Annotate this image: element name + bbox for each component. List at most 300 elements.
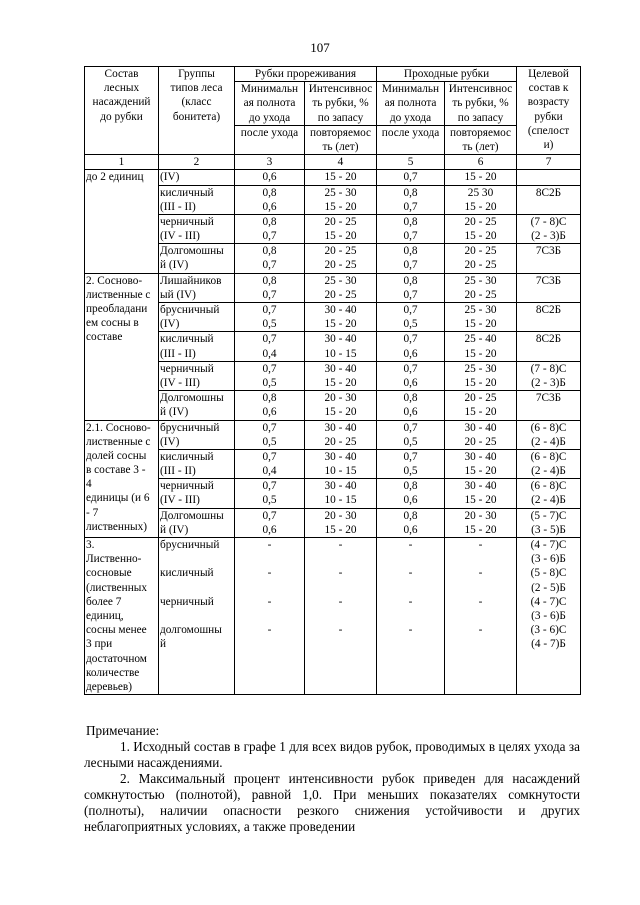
intensity-cell-text: 30 - 40 — [464, 480, 497, 493]
target-composition-cell — [517, 244, 581, 273]
intensity-cell — [305, 303, 377, 332]
intensity-cell-text: 15 - 20 — [464, 318, 497, 331]
table-row — [85, 538, 581, 695]
dash-cell-text — [306, 680, 375, 694]
dash-cell-text — [236, 680, 303, 694]
target-composition-cell-text: (4 - 7)С — [530, 595, 567, 608]
header-min-density-text: ая полнота — [384, 97, 437, 110]
min-density-cell-text: 0,7 — [403, 450, 418, 463]
target-composition-cell-text: 7С3Б — [535, 274, 562, 287]
column-number — [235, 155, 305, 170]
dash-cell-text — [378, 552, 443, 566]
min-density-cell — [377, 170, 445, 185]
dash-cell-text — [446, 552, 515, 566]
intensity-cell-text: 20 - 30 — [464, 509, 497, 522]
forest-type-cell-text: Долгомошны — [160, 509, 224, 522]
header-forest-type-text: Группы — [178, 68, 215, 80]
target-composition-cell-text: (2 - 3)Б — [531, 376, 566, 389]
header-min-density-text: Минимальн — [381, 83, 440, 96]
intensity-cell — [445, 449, 517, 478]
forest-type-cell — [159, 214, 235, 243]
header-thinning-text: Рубки прореживания — [254, 68, 357, 80]
min-density-cell — [377, 391, 445, 420]
intensity-cell — [305, 391, 377, 420]
forest-type-cell-text — [160, 581, 233, 595]
dash-cell-text — [236, 581, 303, 595]
min-density-cell — [377, 273, 445, 302]
intensity-cell-text: 15 - 20 — [324, 523, 357, 536]
intensity-cell — [305, 273, 377, 302]
intensity-cell-text: 25 - 30 — [324, 274, 357, 287]
header-repeat-text: ть (лет) — [462, 140, 499, 153]
dash-cell-text: - — [408, 624, 413, 637]
table-row — [85, 361, 581, 390]
dash-cell-text — [306, 609, 375, 623]
intensity-cell — [445, 479, 517, 508]
min-density-cell — [377, 244, 445, 273]
min-density-cell-text: 0,7 — [262, 259, 277, 272]
intensity-cell-text: 20 - 25 — [324, 288, 357, 301]
composition-cell-text: долей сосны — [86, 449, 147, 462]
composition-cell-text: деревьев) — [86, 680, 133, 693]
table-row — [85, 170, 581, 185]
header-after-care — [235, 125, 305, 154]
target-composition-cell-text: (5 - 8)С — [530, 567, 567, 580]
min-density-cell-text: 0,8 — [262, 215, 277, 228]
target-composition-cell — [517, 508, 581, 537]
header-min-density-text: ая полнота — [243, 97, 296, 110]
min-density-cell-text: 0,8 — [262, 245, 277, 258]
dash-cell-text: - — [267, 567, 272, 580]
forest-type-cell-text: кисличный — [160, 450, 214, 463]
dash-cell-text — [306, 552, 375, 566]
dash-cell-text — [446, 652, 515, 666]
header-thinning — [235, 67, 377, 82]
forest-type-cell-text: Долгомошны — [160, 392, 224, 405]
min-density-cell-text: 0,5 — [403, 465, 418, 478]
forest-type-cell-text: (IV) — [160, 435, 180, 448]
dash-cell-text: - — [338, 567, 343, 580]
header-repeat-text: повторяемос — [309, 126, 372, 139]
min-density-cell — [235, 214, 305, 243]
intensity-cell — [445, 332, 517, 361]
intensity-cell-text: 30 - 40 — [324, 362, 357, 375]
composition-cell — [85, 273, 159, 420]
table-row — [85, 391, 581, 420]
forest-type-cell-text — [160, 552, 233, 566]
min-density-cell — [377, 332, 445, 361]
min-density-cell-text: 0,8 — [403, 274, 418, 287]
min-density-cell-text: 0,7 — [262, 333, 277, 346]
intensity-cell-text: 30 - 40 — [464, 421, 497, 434]
header-target-composition-text: и) — [543, 138, 554, 151]
dash-cell-text — [378, 652, 443, 666]
intensity-cell-text: 20 - 30 — [324, 509, 357, 522]
min-density-cell-text: 0,7 — [403, 333, 418, 346]
target-composition-cell — [517, 449, 581, 478]
min-density-cell — [235, 273, 305, 302]
forest-type-cell-text: черничный — [160, 362, 214, 375]
intensity-cell — [445, 214, 517, 243]
min-density-cell-text: 0,6 — [262, 200, 277, 213]
header-intensity — [305, 82, 377, 126]
target-composition-cell — [517, 332, 581, 361]
table-row — [85, 273, 581, 302]
forest-type-cell — [159, 538, 235, 695]
min-density-cell-text: 0,8 — [262, 392, 277, 405]
forest-type-cell-text: й (IV) — [160, 406, 189, 419]
table-row — [85, 214, 581, 243]
dash-cell-text — [236, 637, 303, 651]
forest-type-cell-text: й — [160, 638, 167, 651]
composition-cell-text: лиственных) — [86, 520, 148, 533]
forest-type-cell — [159, 244, 235, 273]
min-density-cell — [377, 508, 445, 537]
header-intensity-text: ть рубки, % — [312, 97, 369, 110]
header-composition-text: до рубки — [100, 110, 143, 123]
header-target-composition-text: возрасту — [527, 96, 570, 109]
column-number — [517, 155, 581, 170]
header-composition-text: лесных — [103, 82, 140, 95]
target-composition-cell-text: 7С3Б — [535, 392, 562, 405]
min-density-cell-text: 0,7 — [403, 171, 418, 184]
dash-cell-text — [306, 581, 375, 595]
forest-type-cell — [159, 391, 235, 420]
min-density-cell-text: 0,7 — [403, 230, 418, 243]
header-target-composition-text: рубки — [534, 110, 563, 123]
intensity-cell — [445, 391, 517, 420]
target-composition-cell-text: (2 - 3)Б — [531, 230, 566, 243]
forest-type-cell — [159, 170, 235, 185]
forest-type-cell-text: черничный — [160, 595, 214, 608]
min-density-cell-text: 0,5 — [262, 376, 277, 389]
min-density-cell — [235, 244, 305, 273]
composition-cell-text: (лиственных — [86, 581, 148, 594]
min-density-cell-text: 0,6 — [403, 347, 418, 360]
header-min-density-text: Минимальн — [240, 83, 299, 96]
column-number-text: 6 — [477, 156, 484, 169]
intensity-cell — [445, 303, 517, 332]
min-density-cell-text: 0,4 — [262, 465, 277, 478]
note-1: 1. Исходный состав в графе 1 для всех видов рубок, проводимых в целях ухода за лесными насаждениями. — [84, 739, 580, 770]
forest-type-cell — [159, 420, 235, 449]
header-intensity-text: ть рубки, % — [452, 97, 509, 110]
min-density-cell-text: 0,8 — [403, 245, 418, 258]
column-number — [377, 155, 445, 170]
intensity-cell-text: 15 - 20 — [464, 376, 497, 389]
target-composition-cell-text: (6 - 8)С — [530, 480, 567, 493]
dash-cell-text — [378, 637, 443, 651]
target-composition-cell-text: (6 - 8)С — [530, 421, 567, 434]
target-composition-cell — [517, 214, 581, 243]
composition-cell-text: Лиственно- — [86, 553, 142, 566]
header-intensity — [445, 82, 517, 126]
forest-type-cell-text: брусничный — [160, 539, 220, 551]
forest-type-cell-text — [160, 652, 233, 666]
page-number: 107 — [310, 40, 330, 55]
min-density-cell-text: 0,7 — [262, 421, 277, 434]
column-number-text: 5 — [407, 156, 414, 169]
min-density-cell — [377, 479, 445, 508]
dash-cell-text: - — [478, 539, 483, 551]
intensity-cell-text: 15 - 20 — [464, 523, 497, 536]
intensity-cell-text: 20 - 25 — [464, 215, 497, 228]
column-number — [159, 155, 235, 170]
header-composition — [85, 67, 159, 155]
intensity-cell-text: 20 - 25 — [464, 435, 497, 448]
header-forest-type-text: типов леса — [170, 82, 223, 95]
intensity-cell-text: 25 - 30 — [324, 186, 357, 199]
forest-type-cell-text: долгомошны — [160, 624, 222, 637]
forest-type-cell-text: (IV - III) — [160, 494, 200, 507]
intensity-cell — [445, 170, 517, 185]
composition-cell — [85, 538, 159, 695]
forest-type-cell-text: й (IV) — [160, 523, 189, 536]
header-intensity-text: Интенсивнос — [448, 83, 513, 96]
target-composition-cell-text: (3 - 6)Б — [531, 609, 566, 622]
forest-type-cell-text — [160, 666, 233, 680]
target-composition-cell-text: (3 - 6)Б — [531, 553, 566, 566]
forest-type-cell — [159, 449, 235, 478]
forest-type-cell — [159, 361, 235, 390]
min-density-cell-text: 0,7 — [262, 288, 277, 301]
header-forest-type — [159, 67, 235, 155]
target-composition-cell-text: (2 - 5)Б — [531, 581, 566, 594]
header-passage-cuttings-text: Проходные рубки — [403, 68, 490, 80]
forest-type-cell-text: брусничный — [160, 304, 220, 316]
thinning-table — [84, 66, 581, 695]
dash-cell-text: - — [338, 539, 343, 551]
composition-cell-text: 2. Сосново- — [86, 274, 143, 287]
intensity-cell-text: 25 - 40 — [464, 333, 497, 346]
intensity-cell-text: 30 - 40 — [324, 333, 357, 346]
header-intensity-text: по запасу — [457, 111, 504, 124]
target-composition-cell-text: (3 - 5)Б — [531, 523, 566, 536]
min-density-cell-text: 0,7 — [262, 450, 277, 463]
dash-cell — [445, 538, 517, 695]
dash-cell — [305, 538, 377, 695]
dash-cell-text: - — [338, 595, 343, 608]
intensity-cell-text: 20 - 30 — [324, 392, 357, 405]
composition-cell-text: составе — [86, 331, 123, 344]
min-density-cell-text: 0,6 — [403, 523, 418, 536]
min-density-cell-text: 0,7 — [262, 304, 277, 316]
intensity-cell-text: 20 - 25 — [464, 259, 497, 272]
dash-cell-text — [446, 666, 515, 680]
forest-type-cell-text: кисличный — [160, 186, 214, 199]
intensity-cell-text: 20 - 25 — [464, 288, 497, 301]
table-row — [85, 420, 581, 449]
min-density-cell — [377, 420, 445, 449]
intensity-cell — [305, 508, 377, 537]
dash-cell-text — [446, 581, 515, 595]
intensity-cell-text: 15 - 20 — [324, 318, 357, 331]
dash-cell-text — [446, 637, 515, 651]
intensity-cell-text: 25 - 30 — [464, 304, 497, 316]
target-composition-cell — [517, 185, 581, 214]
dash-cell-text: - — [478, 567, 483, 580]
dash-cell-text: - — [478, 624, 483, 637]
dash-cell-text: - — [408, 595, 413, 608]
dash-cell-text — [378, 666, 443, 680]
table-row — [85, 303, 581, 332]
forest-type-cell — [159, 479, 235, 508]
intensity-cell-text: 15 - 20 — [464, 465, 497, 478]
composition-cell-text: сосны менее — [86, 624, 147, 637]
forest-type-cell — [159, 508, 235, 537]
min-density-cell — [377, 449, 445, 478]
dash-cell-text: - — [478, 595, 483, 608]
composition-cell-text: ем сосны в — [86, 317, 139, 330]
intensity-cell-text: 20 - 25 — [324, 215, 357, 228]
forest-type-cell — [159, 185, 235, 214]
composition-cell-text: в составе 3 - — [86, 464, 146, 477]
target-composition-cell-text: (2 - 4)Б — [531, 494, 566, 507]
min-density-cell-text: 0,8 — [403, 509, 418, 522]
composition-cell-text: - 7 — [86, 506, 99, 519]
min-density-cell — [377, 361, 445, 390]
notes-title: Примечание: — [86, 723, 160, 738]
intensity-cell-text: 25 - 30 — [464, 274, 497, 287]
header-repeat — [305, 125, 377, 154]
intensity-cell-text: 15 - 20 — [464, 171, 497, 184]
intensity-cell — [305, 214, 377, 243]
min-density-cell — [235, 508, 305, 537]
target-composition-cell — [517, 391, 581, 420]
min-density-cell-text: 0,6 — [403, 494, 418, 507]
intensity-cell-text: 15 - 20 — [324, 406, 357, 419]
column-number — [85, 155, 159, 170]
target-composition-cell-text: (5 - 7)С — [530, 509, 567, 522]
dash-cell-text — [378, 609, 443, 623]
min-density-cell-text: 0,8 — [403, 480, 418, 493]
dash-cell-text — [378, 581, 443, 595]
composition-cell-text: 4 — [86, 478, 92, 491]
intensity-cell-text: 30 - 40 — [324, 421, 357, 434]
min-density-cell-text: 0,5 — [262, 318, 277, 331]
min-density-cell-text: 0,6 — [262, 406, 277, 419]
header-repeat — [445, 125, 517, 154]
min-density-cell-text: 0,8 — [403, 186, 418, 199]
column-number-text: 3 — [266, 156, 273, 169]
intensity-cell — [305, 185, 377, 214]
composition-cell-text: лиственные с — [86, 435, 151, 448]
intensity-cell-text: 30 - 40 — [324, 480, 357, 493]
forest-type-cell-text — [160, 609, 233, 623]
intensity-cell-text: 15 - 20 — [464, 494, 497, 507]
dash-cell-text: - — [267, 539, 272, 551]
intensity-cell-text: 15 - 20 — [464, 406, 497, 419]
min-density-cell-text: 0,7 — [262, 509, 277, 522]
min-density-cell — [377, 214, 445, 243]
min-density-cell-text: 0,7 — [403, 288, 418, 301]
header-forest-type-text: (класс — [181, 96, 212, 109]
intensity-cell — [305, 332, 377, 361]
intensity-cell-text: 30 - 40 — [464, 450, 497, 463]
min-density-cell-text: 0,7 — [262, 480, 277, 493]
forest-type-cell-text: й (IV) — [160, 259, 189, 272]
table-row — [85, 508, 581, 537]
column-number — [305, 155, 377, 170]
intensity-cell-text: 15 - 20 — [464, 347, 497, 360]
notes-block — [84, 723, 580, 835]
target-composition-cell — [517, 273, 581, 302]
forest-type-cell — [159, 332, 235, 361]
dash-cell-text: - — [267, 624, 272, 637]
header-repeat-text: ть (лет) — [322, 140, 359, 153]
table-row — [85, 479, 581, 508]
min-density-cell-text: 0,6 — [262, 523, 277, 536]
target-composition-cell — [517, 420, 581, 449]
forest-type-cell-text: (IV) — [160, 171, 180, 184]
min-density-cell-text: 0,7 — [403, 200, 418, 213]
dash-cell-text — [446, 680, 515, 694]
min-density-cell-text: 0,6 — [262, 171, 277, 184]
min-density-cell-text: 0,4 — [262, 347, 277, 360]
min-density-cell — [235, 420, 305, 449]
intensity-cell-text: 20 - 25 — [464, 245, 497, 258]
column-number-text: 4 — [337, 156, 344, 169]
intensity-cell-text: 15 - 20 — [324, 376, 357, 389]
target-composition-cell-text: 8С2Б — [535, 186, 562, 199]
intensity-cell-text: 30 - 40 — [324, 304, 357, 316]
intensity-cell — [445, 420, 517, 449]
composition-cell-text: преобладани — [86, 303, 148, 315]
header-after-care — [377, 125, 445, 154]
dash-cell-text — [378, 680, 443, 694]
min-density-cell — [235, 449, 305, 478]
forest-type-cell-text: брусничный — [160, 421, 220, 434]
target-composition-cell-text: 8С2Б — [535, 304, 562, 316]
min-density-cell — [235, 303, 305, 332]
forest-type-cell-text: кисличный — [160, 333, 214, 346]
target-composition-cell-text: (2 - 4)Б — [531, 435, 566, 448]
intensity-cell — [445, 508, 517, 537]
min-density-cell-text: 0,7 — [262, 230, 277, 243]
header-target-composition-text: состав к — [528, 82, 569, 95]
target-composition-cell — [517, 170, 581, 185]
column-number-text: 2 — [193, 156, 200, 169]
intensity-cell — [305, 170, 377, 185]
min-density-cell-text: 0,6 — [403, 376, 418, 389]
intensity-cell-text: 20 - 25 — [464, 392, 497, 405]
forest-type-cell-text — [160, 680, 233, 694]
table-row — [85, 332, 581, 361]
header-target-composition-text: (спелост — [527, 124, 570, 137]
forest-type-cell — [159, 273, 235, 302]
min-density-cell — [235, 170, 305, 185]
intensity-cell-text: 20 - 25 — [324, 259, 357, 272]
composition-cell-text: 3. — [86, 539, 95, 551]
target-composition-cell-text: (7 - 8)С — [530, 362, 567, 375]
header-passage-cuttings — [377, 67, 517, 82]
min-density-cell-text: 0,5 — [262, 494, 277, 507]
forest-type-cell-text: ый (IV) — [160, 288, 196, 301]
forest-type-cell-text: Долгомошны — [160, 245, 224, 258]
header-target-composition — [517, 67, 581, 155]
forest-type-cell-text: черничный — [160, 480, 214, 493]
table-row — [85, 244, 581, 273]
table-row — [85, 185, 581, 214]
note-2: 2. Максимальный процент интенсивности рубок приведен для насаждений сомкнутостью (полнотой), равной 1,0. При меньших показателях сомкнутости (полноты), наличии опасности резкого снижения устойчивости и других неблагоприятных условиях, а также проведении — [84, 771, 580, 834]
min-density-cell-text: 0,8 — [262, 186, 277, 199]
dash-cell-text — [236, 609, 303, 623]
min-density-cell — [235, 391, 305, 420]
dash-cell — [235, 538, 305, 695]
target-composition-cell — [517, 303, 581, 332]
target-composition-cell-text — [518, 170, 579, 184]
header-composition-text: Состав — [104, 68, 139, 80]
